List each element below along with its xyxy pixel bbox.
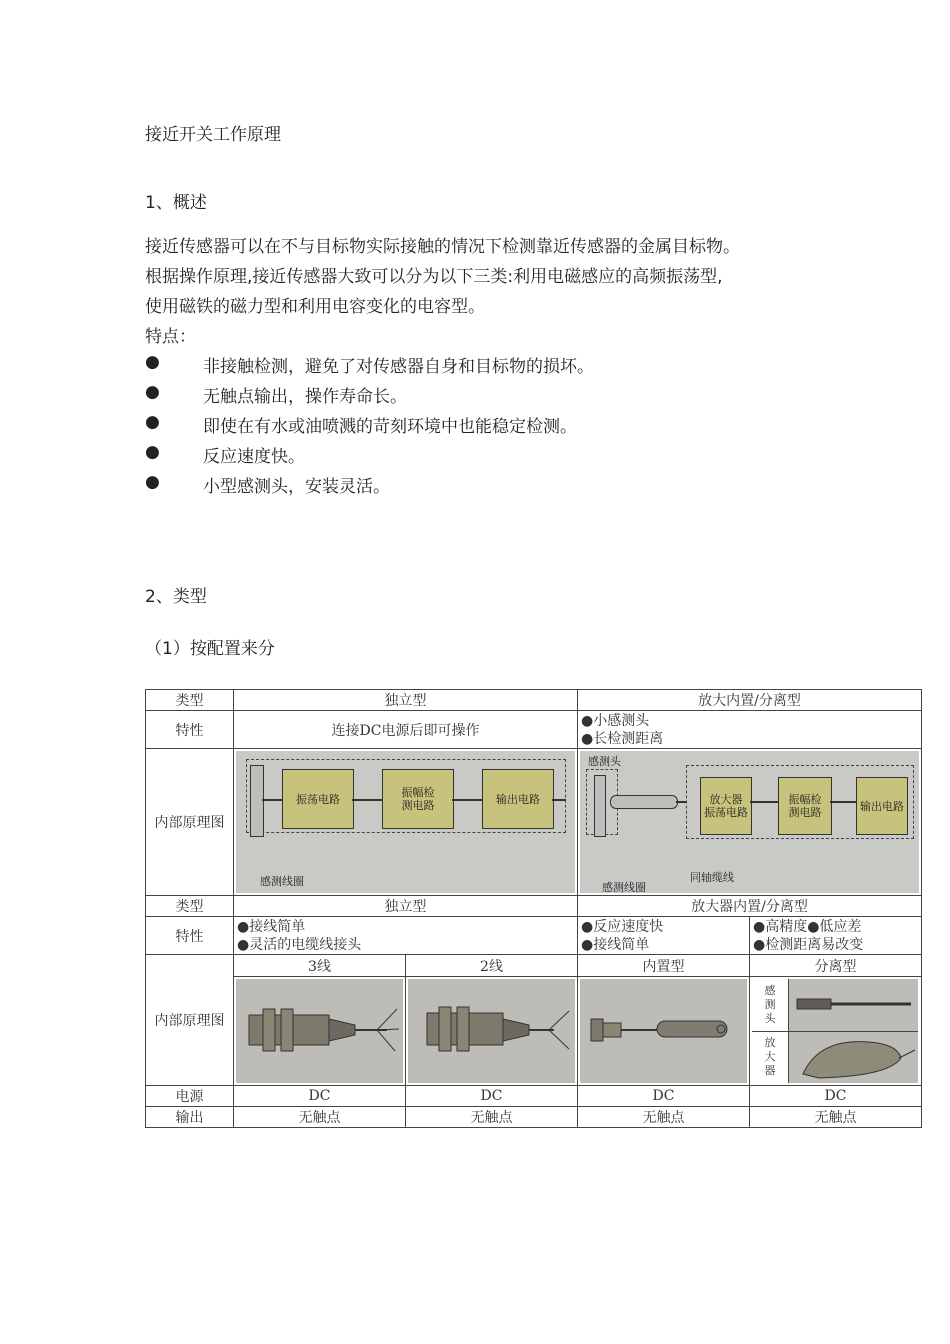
standalone-diagram: [234, 749, 578, 896]
subsection-heading: （1）按配置来分: [145, 639, 275, 659]
amplitude-detect-block: 振幅检 测电路: [382, 769, 454, 829]
row-header: 类型: [146, 690, 234, 711]
table-cell: 独立型: [234, 896, 578, 917]
row-header: 内部原理图: [146, 955, 234, 1086]
table-cell: ●接线简单 ●灵活的电缆线接头: [234, 917, 578, 955]
osc-circuit-block: 振荡电路: [282, 769, 354, 829]
table-cell: DC: [406, 1086, 578, 1107]
column-header: 分离型: [750, 955, 922, 977]
sensor-3wire-image: [237, 979, 403, 1083]
table-cell: 无触点: [234, 1107, 406, 1128]
row-header: 特性: [146, 711, 234, 749]
amplitude-detect-block: 振幅检 测电路: [778, 777, 832, 835]
diagram-label: 同轴缆线: [690, 871, 734, 884]
row-header: 电源: [146, 1086, 234, 1107]
bullet-icon: ●: [145, 442, 160, 462]
page-title: 接近开关工作原理: [145, 125, 281, 145]
amplifier-diagram: [578, 749, 922, 896]
column-header: 内置型: [578, 955, 750, 977]
paragraph-line: 使用磁铁的磁力型和利用电容变化的电容型。: [145, 297, 485, 317]
table-cell: ●高精度●低应差 ●检测距离易改变: [750, 917, 922, 955]
table-cell: ●反应速度快 ●接线简单: [578, 917, 750, 955]
diagram-label: 感测线圈: [602, 881, 646, 894]
column-header: 3线: [234, 955, 406, 977]
coil-icon: [594, 775, 606, 837]
table-cell: 独立型: [234, 690, 578, 711]
diagram-label: 感测线圈: [260, 875, 304, 888]
table-cell: DC: [578, 1086, 750, 1107]
sensor-2wire-image: [409, 979, 575, 1083]
table-cell: 无触点: [750, 1107, 922, 1128]
table-cell: DC: [750, 1086, 922, 1107]
row-header: 输出: [146, 1107, 234, 1128]
diagram-label: 感测头: [588, 755, 621, 768]
sep-amp-label-cell: 放大器: [752, 1031, 789, 1083]
paragraph-line: 接近传感器可以在不与目标物实际接触的情况下检测靠近传感器的金属目标物。: [145, 237, 740, 257]
separate-head-image: [789, 979, 918, 1031]
features-label: 特点：: [145, 327, 196, 347]
cable-icon: [610, 795, 678, 809]
sensor-photo-builtin: [578, 977, 750, 1086]
bullet-icon: ●: [145, 472, 160, 492]
table-cell: 放大内置/分离型: [578, 690, 922, 711]
row-header: 内部原理图: [146, 749, 234, 896]
table-cell: ●小感测头 ●长检测距离: [578, 711, 922, 749]
sensor-photo-3wire: [234, 977, 406, 1086]
bullet-icon: ●: [145, 382, 160, 402]
section-heading-types: 2、类型: [145, 587, 207, 607]
output-circuit-block: 输出电路: [482, 769, 554, 829]
output-circuit-block: 输出电路: [856, 777, 908, 835]
section-heading-overview: 1、概述: [145, 193, 207, 213]
sensor-photo-separate: [750, 977, 922, 1086]
sensor-builtin-image: [581, 979, 747, 1083]
row-header: 类型: [146, 896, 234, 917]
bullet-icon: ●: [145, 412, 160, 432]
paragraph-line: 根据操作原理,接近传感器大致可以分为以下三类:利用电磁感应的高频振荡型,: [145, 267, 723, 287]
coil-icon: [250, 765, 264, 837]
column-header: 2线: [406, 955, 578, 977]
sep-head-label-cell: 感测头: [752, 979, 789, 1032]
table-cell: DC: [234, 1086, 406, 1107]
row-header: 特性: [146, 917, 234, 955]
table-cell: 连接DC电源后即可操作: [234, 711, 578, 749]
table-cell: 无触点: [578, 1107, 750, 1128]
amp-osc-block: 放大器 振荡电路: [700, 777, 752, 835]
sensor-type-table: [145, 689, 922, 1128]
table-cell: 放大器内置/分离型: [578, 896, 922, 917]
table-cell: 无触点: [406, 1107, 578, 1128]
amplifier-unit-image: [789, 1032, 918, 1083]
bullet-icon: ●: [145, 352, 160, 372]
sensor-photo-2wire: [406, 977, 578, 1086]
